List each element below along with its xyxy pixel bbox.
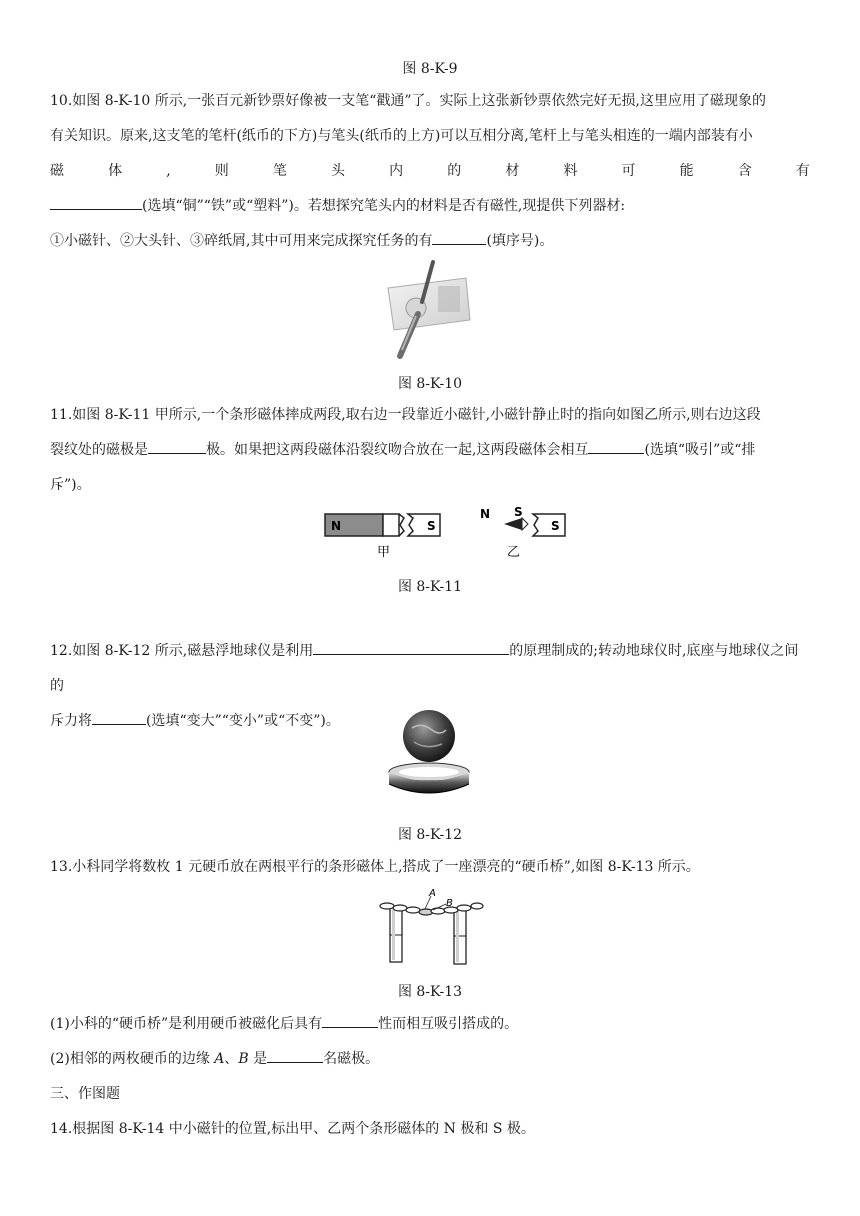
q11-line-2-text: 裂纹处的磁极是 bbox=[50, 442, 148, 458]
q10-char: 则 bbox=[214, 163, 229, 179]
q10-char: 头 bbox=[331, 163, 345, 179]
q10-char: 含 bbox=[737, 163, 752, 179]
label-yi: 乙 bbox=[507, 545, 521, 560]
q10-char: 笔 bbox=[272, 163, 287, 179]
q12-line-2-text: 斥力将 bbox=[50, 713, 92, 729]
edge-b-ref: B bbox=[238, 1051, 249, 1067]
q10-line-1: 10.如图 8-K-10 所示,一张百元新钞票好像被一支笔“戳通”了。实际上这张新钞票依然完好无损,这里应用了磁现象的 bbox=[50, 93, 767, 109]
q10-line-4 bbox=[50, 189, 810, 224]
label-jia: 甲 bbox=[377, 545, 391, 560]
q10-char: , bbox=[166, 163, 171, 179]
q10-line-2: 有关知识。原来,这支笔的笔杆(纸币的下方)与笔头(纸币的上方)可以互相分离,笔杆上与笔头相连的一端内部装有小 bbox=[50, 128, 753, 144]
coin-bridge-diagram bbox=[378, 886, 484, 970]
q10-char: 能 bbox=[679, 163, 694, 179]
answer-blank[interactable] bbox=[432, 230, 486, 245]
q11-line-2-mid: 极。如果把这两段磁体沿裂纹吻合放在一起,这两段磁体会相互 bbox=[206, 442, 589, 458]
q12-line-1 bbox=[50, 634, 810, 704]
question-11 bbox=[50, 398, 810, 503]
q10-char: 内 bbox=[389, 163, 404, 179]
answer-blank[interactable] bbox=[588, 439, 644, 454]
needle-label-s: S bbox=[514, 505, 523, 519]
pole-label-s-yi: S bbox=[551, 519, 560, 533]
q10-line-5-text: ①小磁针、②大头针、③碎纸屑,其中可用来完成探究任务的有 bbox=[50, 233, 433, 249]
magnet-piece-yi bbox=[533, 514, 565, 536]
edge-a-ref: A bbox=[214, 1051, 225, 1067]
pole-label-s: S bbox=[427, 519, 436, 533]
needle-label-n: N bbox=[480, 507, 491, 521]
q12-line-1-suffix: 的原理制成的;转动地球仪时,底座与地球仪之间的 bbox=[50, 643, 799, 694]
figure-caption-8-k-10: 图 8-K-10 bbox=[397, 376, 463, 392]
compass-needle-n-half bbox=[504, 518, 522, 530]
q14-line-1: 14.根据图 8-K-14 中小磁针的位置,标出甲、乙两个条形磁体的 N 极和 S 极。 bbox=[50, 1121, 535, 1137]
q10-line-4-text: (选填“铜”“铁”或“塑料”)。若想探究笔头内的材料是否有磁性,现提供下列器材: bbox=[142, 198, 626, 214]
q13-sub-1-suffix: 性而相互吸引搭成的。 bbox=[378, 1016, 519, 1032]
separator: 、 bbox=[224, 1051, 239, 1067]
question-10 bbox=[50, 84, 810, 259]
answer-blank[interactable] bbox=[313, 640, 509, 655]
maglev-globe-photo bbox=[382, 706, 478, 802]
q10-char: 的 bbox=[447, 163, 462, 179]
figure-caption-8-k-11: 图 8-K-11 bbox=[397, 579, 463, 595]
section-heading-drawing: 三、作图题 bbox=[50, 1086, 120, 1102]
answer-blank[interactable] bbox=[267, 1048, 323, 1063]
q10-char: 体 bbox=[108, 163, 123, 179]
answer-blank[interactable] bbox=[50, 195, 142, 210]
edge-label-b: B bbox=[446, 898, 453, 909]
broken-magnet-diagram bbox=[320, 504, 570, 564]
answer-blank[interactable] bbox=[322, 1013, 378, 1028]
q13-sub-1 bbox=[50, 1007, 810, 1042]
q10-char: 磁 bbox=[50, 163, 64, 179]
q10-char: 材 bbox=[505, 163, 520, 179]
q13-sub-1-text: (1)小科的“硬币桥”是利用硬币被磁化后具有 bbox=[50, 1016, 323, 1032]
question-13-intro bbox=[50, 850, 810, 885]
q10-line-5 bbox=[50, 224, 810, 259]
figure-caption-8-k-12: 图 8-K-12 bbox=[397, 827, 463, 843]
compass-needle-s-half bbox=[522, 518, 528, 530]
q11-line-1: 11.如图 8-K-11 甲所示,一个条形磁体摔成两段,取右边一段靠近小磁针,小磁针静止时的指向如图乙所示,则右边这段 bbox=[50, 407, 761, 423]
answer-blank[interactable] bbox=[92, 710, 146, 725]
q10-line-5-suffix: (填序号)。 bbox=[486, 233, 554, 249]
q10-char: 料 bbox=[563, 163, 578, 179]
pole-label-n: N bbox=[331, 519, 342, 533]
banknote-pen-photo bbox=[378, 258, 473, 360]
q13-sub-2-suffix: 名磁极。 bbox=[323, 1051, 380, 1067]
q10-char: 可 bbox=[621, 163, 636, 179]
q11-line-2-suffix: (选填“吸引”或“排 bbox=[644, 442, 756, 458]
q10-char: 有 bbox=[795, 163, 810, 179]
q10-line-3 bbox=[50, 154, 810, 189]
q13-sub-2 bbox=[50, 1042, 810, 1077]
q12-line-2-suffix: (选填“变大”“变小”或“不变”)。 bbox=[146, 713, 340, 729]
q12-line-1-text: 12.如图 8-K-12 所示,磁悬浮地球仪是利用 bbox=[50, 643, 314, 659]
q13-line-1: 13.小科同学将数枚 1 元硬币放在两根平行的条形磁体上,搭成了一座漂亮的“硬币桥”,如图 8-K-13 所示。 bbox=[50, 859, 700, 875]
q13-sub-2-mid: 是 bbox=[248, 1051, 268, 1067]
answer-blank[interactable] bbox=[148, 439, 206, 454]
question-13-subs bbox=[50, 1007, 810, 1147]
q11-line-3: 斥”)。 bbox=[50, 477, 91, 493]
figure-caption-8-k-9: 图 8-K-9 bbox=[402, 61, 458, 77]
edge-label-a: A bbox=[429, 888, 436, 899]
q13-sub-2-text: (2)相邻的两枚硬币的边缘 bbox=[50, 1051, 215, 1067]
figure-caption-8-k-13: 图 8-K-13 bbox=[397, 984, 463, 1000]
q11-line-2 bbox=[50, 433, 810, 468]
